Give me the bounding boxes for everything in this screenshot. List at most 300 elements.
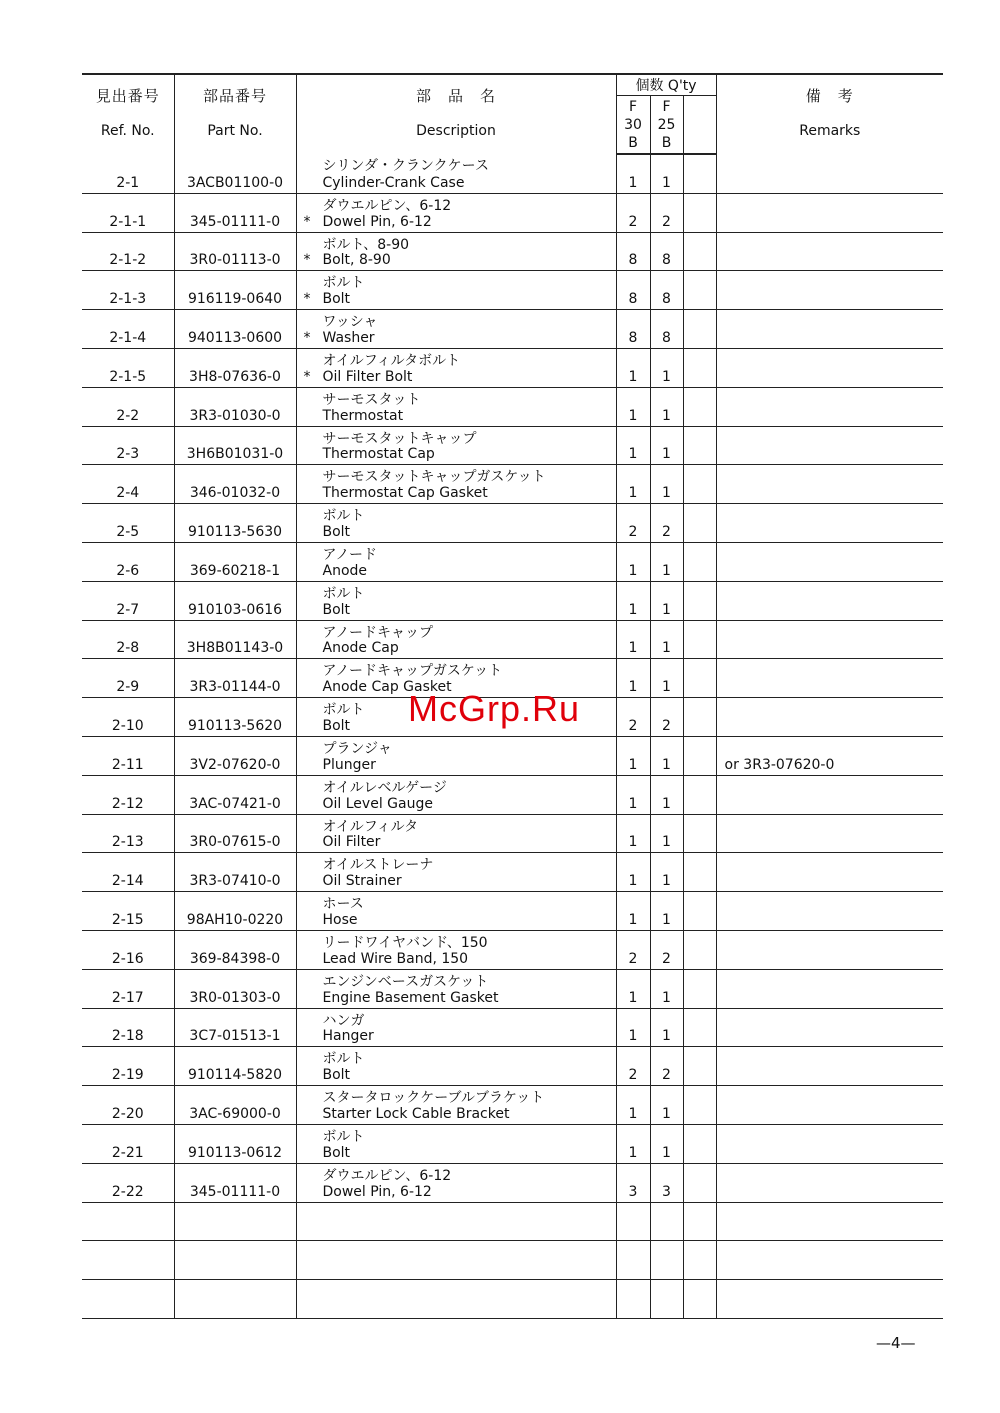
description-jp: アノードキャップガスケット: [322, 663, 503, 680]
qty-f30b-cell: [616, 193, 650, 232]
qty-f25b: 1: [662, 485, 671, 502]
qty-f25b: 1: [662, 911, 671, 928]
qty-f30b-cell: [616, 465, 650, 504]
part-no: 3R0-01113-0: [189, 252, 281, 269]
description-cell: [296, 892, 616, 931]
description-en: Starter Lock Cable Bracket: [322, 1105, 510, 1122]
remarks-cell: [716, 465, 943, 504]
ref-no: 2-11: [111, 756, 144, 773]
part-no: 940113-0600: [187, 329, 283, 346]
ref-no: 2-1-5: [109, 368, 147, 385]
qty-f30b: 1: [628, 756, 638, 773]
description-en: Engine Basement Gasket: [322, 989, 499, 1006]
description-cell: [296, 426, 616, 465]
asterisk-marker: *: [303, 329, 311, 346]
ref-no-cell: [82, 620, 174, 659]
part-no-header: [174, 74, 296, 154]
qty-f25b-cell: [650, 736, 683, 775]
description-en: Washer: [322, 329, 375, 346]
remarks-cell: [716, 542, 943, 581]
ref-no: 2-1: [116, 174, 140, 191]
qty-blank-cell: [683, 1008, 716, 1047]
qty-blank-cell: [683, 581, 716, 620]
description-cell: [296, 1086, 616, 1125]
part-no-cell: [174, 736, 296, 775]
qty-f30b: 2: [628, 950, 638, 967]
table-row: [82, 775, 943, 814]
description-cell: [296, 504, 616, 543]
qty-blank-cell: [683, 1086, 716, 1125]
remarks-header: [716, 74, 943, 154]
table-row: [82, 1163, 943, 1202]
ref-no-cell: [82, 310, 174, 349]
qty-blank-cell: [683, 814, 716, 853]
description-en: Cylinder-Crank Case: [322, 174, 465, 191]
table-row: [82, 348, 943, 387]
qty-f25b: 1: [662, 562, 671, 579]
qty-f30b: 1: [628, 174, 638, 191]
part-no-cell: [174, 698, 296, 737]
qty-f25b-line3: B: [661, 134, 672, 151]
qty-f30b-cell: [616, 1163, 650, 1202]
qty-f25b: 1: [662, 756, 671, 773]
asterisk-marker: *: [303, 368, 311, 385]
ref-no: 2-18: [111, 1028, 144, 1045]
remarks-cell: [716, 1124, 943, 1163]
qty-blank-cell: [683, 154, 716, 193]
qty-header: 個数 Q'ty: [616, 74, 716, 96]
qty-f25b-cell: [650, 348, 683, 387]
ref-no: 2-12: [111, 795, 144, 812]
part-no-cell: [174, 542, 296, 581]
description-jp: ダウエルピン、6-12: [322, 197, 452, 214]
part-no: 3ACB01100-0: [186, 174, 284, 191]
table-row: [82, 581, 943, 620]
description-en: Bolt: [322, 1067, 351, 1084]
qty-f30b-cell: [616, 426, 650, 465]
remarks-cell: [716, 426, 943, 465]
qty-f30b-cell: [616, 581, 650, 620]
asterisk-marker: *: [303, 252, 311, 269]
description-jp: プランジャ: [322, 740, 392, 757]
ref-no: 2-9: [116, 679, 140, 696]
qty-f30b: 1: [628, 873, 638, 890]
qty-blank-cell: [683, 1124, 716, 1163]
table-row: [82, 465, 943, 504]
qty-f25b-cell: [650, 504, 683, 543]
description-en: Bolt: [322, 717, 351, 734]
part-no-cell: [174, 193, 296, 232]
part-no-cell: [174, 310, 296, 349]
qty-f30b-cell: [616, 775, 650, 814]
ref-no-cell: [82, 581, 174, 620]
ref-no: 2-7: [116, 601, 140, 618]
qty-f25b-cell: [650, 310, 683, 349]
qty-f25b: 3: [662, 1183, 671, 1200]
remarks-cell: [716, 969, 943, 1008]
qty-f25b-cell: [650, 581, 683, 620]
ref-no: 2-8: [116, 640, 140, 657]
description-jp: アノードキャップ: [322, 624, 433, 641]
description-jp: ボルト: [322, 275, 365, 292]
description-en: Dowel Pin, 6-12: [322, 1183, 432, 1200]
remarks-cell: [716, 581, 943, 620]
qty-f30b: 8: [628, 291, 638, 308]
part-no: 3R3-07410-0: [189, 873, 281, 890]
description-en: Plunger: [322, 756, 376, 773]
qty-f30b-cell: [616, 969, 650, 1008]
qty-f25b-cell: [650, 814, 683, 853]
qty-f25b: 1: [662, 873, 671, 890]
table-row: [82, 620, 943, 659]
part-no-cell: [174, 232, 296, 271]
part-no-cell: [174, 892, 296, 931]
ref-no: 2-6: [116, 562, 140, 579]
qty-f25b-cell: [650, 1124, 683, 1163]
qty-f25b: 1: [662, 174, 671, 191]
description-header-jp: 部 品 名: [415, 87, 496, 105]
part-no: 3V2-07620-0: [189, 756, 281, 773]
qty-f30b: 1: [628, 368, 638, 385]
qty-f30b: 1: [628, 640, 638, 657]
description-cell: [296, 1124, 616, 1163]
qty-f30b: 8: [628, 329, 638, 346]
ref-no: 2-10: [111, 717, 144, 734]
table-row: [82, 1124, 943, 1163]
description-cell: [296, 581, 616, 620]
part-no-cell: [174, 969, 296, 1008]
ref-no-cell: [82, 969, 174, 1008]
description-cell: [296, 620, 616, 659]
table-row: [82, 1241, 943, 1280]
table-row: [82, 1086, 943, 1125]
qty-f30b: 2: [628, 717, 638, 734]
ref-no-cell: [82, 736, 174, 775]
remarks-header-jp: 備 考: [805, 87, 854, 105]
remarks-cell: [716, 853, 943, 892]
parts-rows: [82, 154, 943, 1318]
ref-no: 2-5: [116, 523, 140, 540]
watermark: McGrp.Ru: [408, 688, 581, 729]
description-en: Thermostat Cap Gasket: [322, 485, 488, 502]
ref-no-cell: [82, 853, 174, 892]
part-no: 346-01032-0: [189, 485, 281, 502]
qty-f30b-cell: [616, 387, 650, 426]
qty-f30b-line1: F: [628, 98, 638, 115]
qty-f30b-cell: [616, 853, 650, 892]
table-row: [82, 853, 943, 892]
qty-f25b: 1: [662, 989, 671, 1006]
qty-f30b-line2: 30: [624, 116, 642, 133]
qty-f30b: 1: [628, 911, 638, 928]
qty-f25b-cell: [650, 1280, 683, 1319]
description-en: Thermostat: [322, 407, 404, 424]
part-no: 345-01111-0: [189, 1183, 281, 1200]
qty-f30b: 1: [628, 1105, 638, 1122]
qty-blank-cell: [683, 698, 716, 737]
qty-f25b: 1: [662, 446, 671, 463]
qty-f30b-header: [616, 96, 650, 155]
qty-blank-cell: [683, 659, 716, 698]
remarks-cell: [716, 1008, 943, 1047]
part-no-cell: [174, 775, 296, 814]
ref-no: 2-3: [116, 446, 140, 463]
qty-f25b: 8: [662, 252, 671, 269]
part-no-cell: [174, 154, 296, 193]
qty-f25b-cell: [650, 1241, 683, 1280]
description-jp: サーモスタット: [322, 391, 421, 408]
table-row: [82, 542, 943, 581]
part-no-cell: [174, 1163, 296, 1202]
qty-f25b-cell: [650, 232, 683, 271]
description-cell: [296, 775, 616, 814]
ref-no-cell: [82, 232, 174, 271]
description-jp: オイルフィルタボルト: [322, 352, 461, 369]
qty-f30b-cell: [616, 1047, 650, 1086]
qty-f30b: 1: [628, 485, 638, 502]
description-en: Anode Cap Gasket: [322, 679, 452, 696]
qty-f30b-cell: [616, 698, 650, 737]
qty-f25b: 8: [662, 329, 671, 346]
ref-no-cell: [82, 1047, 174, 1086]
qty-blank-cell: [683, 930, 716, 969]
ref-no: 2-1-2: [109, 252, 147, 269]
remarks-cell: [716, 387, 943, 426]
description-cell: [296, 232, 616, 271]
qty-f25b: 1: [662, 795, 671, 812]
description-header-en: Description: [416, 123, 496, 139]
remarks-cell: [716, 814, 943, 853]
ref-no: 2-16: [111, 950, 144, 967]
qty-f30b-cell: [616, 1280, 650, 1319]
description-jp: サーモスタットキャップ: [322, 430, 477, 447]
table-row: [82, 232, 943, 271]
table-row: [82, 814, 943, 853]
table-row: [82, 193, 943, 232]
description-en: Bolt: [322, 601, 351, 618]
part-no: 3C7-01513-1: [189, 1028, 281, 1045]
qty-f25b: 1: [662, 640, 671, 657]
qty-f30b: 1: [628, 562, 638, 579]
qty-f30b: 2: [628, 523, 638, 540]
ref-no-cell: [82, 1008, 174, 1047]
description-en: Oil Level Gauge: [322, 795, 433, 812]
qty-blank-cell: [683, 465, 716, 504]
description-cell: [296, 969, 616, 1008]
part-no-cell: [174, 1086, 296, 1125]
description-jp: ボルト: [322, 508, 365, 525]
ref-no: 2-1-3: [109, 291, 147, 308]
qty-f30b-cell: [616, 930, 650, 969]
part-no-cell: [174, 930, 296, 969]
qty-blank-cell: [683, 1202, 716, 1241]
part-no: 910113-0612: [187, 1144, 283, 1161]
qty-blank-cell: [683, 853, 716, 892]
remarks-cell: [716, 620, 943, 659]
qty-f25b-cell: [650, 620, 683, 659]
description-jp: エンジンベースガスケット: [322, 973, 489, 990]
qty-f25b: 1: [662, 1028, 671, 1045]
qty-f30b-cell: [616, 892, 650, 931]
qty-f30b: 1: [628, 795, 638, 812]
qty-blank-header: [683, 96, 716, 155]
table-row: [82, 426, 943, 465]
description-en: Anode: [322, 562, 368, 579]
qty-blank-cell: [683, 504, 716, 543]
qty-f25b: 2: [662, 717, 671, 734]
description-en: Oil Strainer: [322, 873, 402, 890]
description-en: Oil Filter: [322, 834, 381, 851]
ref-no-cell: [82, 1163, 174, 1202]
description-cell: [296, 542, 616, 581]
description-en: Hanger: [322, 1028, 374, 1045]
remarks-cell: [716, 348, 943, 387]
description-en: Bolt: [322, 291, 351, 308]
part-no-cell: [174, 504, 296, 543]
description-cell: [296, 1280, 616, 1319]
qty-f30b: 1: [628, 601, 638, 618]
qty-f30b-line3: B: [628, 134, 638, 151]
asterisk-marker: *: [303, 291, 311, 308]
ref-no-cell: [82, 504, 174, 543]
ref-no: 2-2: [116, 407, 140, 424]
qty-blank-cell: [683, 426, 716, 465]
qty-blank-cell: [683, 348, 716, 387]
description-cell: [296, 814, 616, 853]
remarks-cell: [716, 310, 943, 349]
part-no-cell: [174, 814, 296, 853]
ref-no-cell: [82, 542, 174, 581]
description-en: Oil Filter Bolt: [322, 368, 413, 385]
description-jp: オイルフィルタ: [322, 818, 419, 835]
description-cell: [296, 1008, 616, 1047]
description-jp: ホース: [322, 896, 364, 913]
part-no-cell: [174, 426, 296, 465]
ref-no-cell: [82, 1086, 174, 1125]
description-cell: [296, 1163, 616, 1202]
table-row: [82, 1008, 943, 1047]
qty-f30b: 1: [628, 1144, 638, 1161]
ref-no-cell: [82, 1280, 174, 1319]
ref-no-cell: [82, 465, 174, 504]
description-cell: [296, 310, 616, 349]
part-no-cell: [174, 271, 296, 310]
description-en: Anode Cap: [322, 640, 399, 657]
qty-f25b-cell: [650, 154, 683, 193]
ref-no: 2-21: [111, 1144, 144, 1161]
qty-blank-cell: [683, 542, 716, 581]
part-no: 3R3-01144-0: [189, 679, 281, 696]
qty-f30b-cell: [616, 659, 650, 698]
qty-f25b-line1: F: [662, 98, 671, 115]
ref-no: 2-15: [111, 911, 144, 928]
qty-f30b-cell: [616, 310, 650, 349]
ref-no-cell: [82, 193, 174, 232]
qty-blank-cell: [683, 892, 716, 931]
description-jp: ダウエルピン、6-12: [322, 1167, 452, 1184]
part-no: 3R0-07615-0: [189, 834, 281, 851]
qty-f30b: 3: [628, 1183, 638, 1200]
description-cell: [296, 348, 616, 387]
table-row: [82, 271, 943, 310]
ref-no-header-jp: 見出番号: [95, 87, 160, 105]
description-jp: シリンダ・クランクケース: [322, 158, 489, 174]
ref-no-header-en: Ref. No.: [100, 123, 155, 139]
qty-f30b-cell: [616, 814, 650, 853]
qty-f30b: 1: [628, 1028, 638, 1045]
table-row: [82, 736, 943, 775]
qty-blank-cell: [683, 1163, 716, 1202]
part-no: 910114-5820: [187, 1067, 283, 1084]
part-no-cell: [174, 1047, 296, 1086]
qty-f30b: 1: [628, 834, 638, 851]
qty-f30b-cell: [616, 1202, 650, 1241]
table-row: [82, 504, 943, 543]
part-no: 345-01111-0: [189, 213, 281, 230]
qty-f25b: 8: [662, 291, 671, 308]
table-row: [82, 1047, 943, 1086]
ref-no: 2-19: [111, 1067, 144, 1084]
ref-no: 2-14: [111, 873, 144, 890]
remarks-cell: [716, 1241, 943, 1280]
part-no: 3AC-69000-0: [189, 1105, 281, 1122]
remarks-cell: [716, 193, 943, 232]
part-no: 916119-0640: [187, 291, 283, 308]
ref-no-cell: [82, 892, 174, 931]
remarks-cell: [716, 1047, 943, 1086]
qty-f25b-line2: 25: [657, 116, 676, 133]
qty-f25b: 1: [662, 601, 671, 618]
table-row: [82, 892, 943, 931]
qty-f25b-cell: [650, 426, 683, 465]
part-no-cell: [174, 659, 296, 698]
qty-f30b-cell: [616, 736, 650, 775]
table-row: [82, 154, 943, 193]
description-en: Bolt: [322, 1144, 351, 1161]
qty-blank-cell: [683, 1241, 716, 1280]
part-no: 910103-0616: [187, 601, 283, 618]
part-no-cell: [174, 1241, 296, 1280]
qty-f30b-cell: [616, 271, 650, 310]
qty-f25b-cell: [650, 271, 683, 310]
qty-f25b-cell: [650, 698, 683, 737]
qty-f25b: 2: [662, 523, 671, 540]
part-no-header-jp: 部品番号: [202, 87, 267, 105]
qty-f25b: 1: [662, 1144, 671, 1161]
qty-f30b-cell: [616, 620, 650, 659]
description-cell: [296, 853, 616, 892]
description-jp: ボルト: [322, 702, 365, 719]
page-number: —4—: [876, 1334, 916, 1352]
ref-no-cell: [82, 387, 174, 426]
remarks-cell: [716, 930, 943, 969]
ref-no-header: [82, 74, 174, 154]
part-no: 369-60218-1: [189, 562, 281, 579]
part-no: 98AH10-0220: [186, 911, 284, 928]
description-cell: [296, 1202, 616, 1241]
description-jp: サーモスタットキャップガスケット: [322, 469, 546, 486]
description-jp: リードワイヤバンド、150: [322, 934, 488, 951]
qty-blank-cell: [683, 1280, 716, 1319]
part-no: 3R3-01030-0: [189, 407, 281, 424]
qty-f25b-cell: [650, 969, 683, 1008]
ref-no-cell: [82, 271, 174, 310]
qty-f25b: 1: [662, 834, 671, 851]
qty-f25b-cell: [650, 1086, 683, 1125]
qty-f30b-cell: [616, 504, 650, 543]
table-row: [82, 387, 943, 426]
part-no: 3H6B01031-0: [186, 446, 284, 463]
